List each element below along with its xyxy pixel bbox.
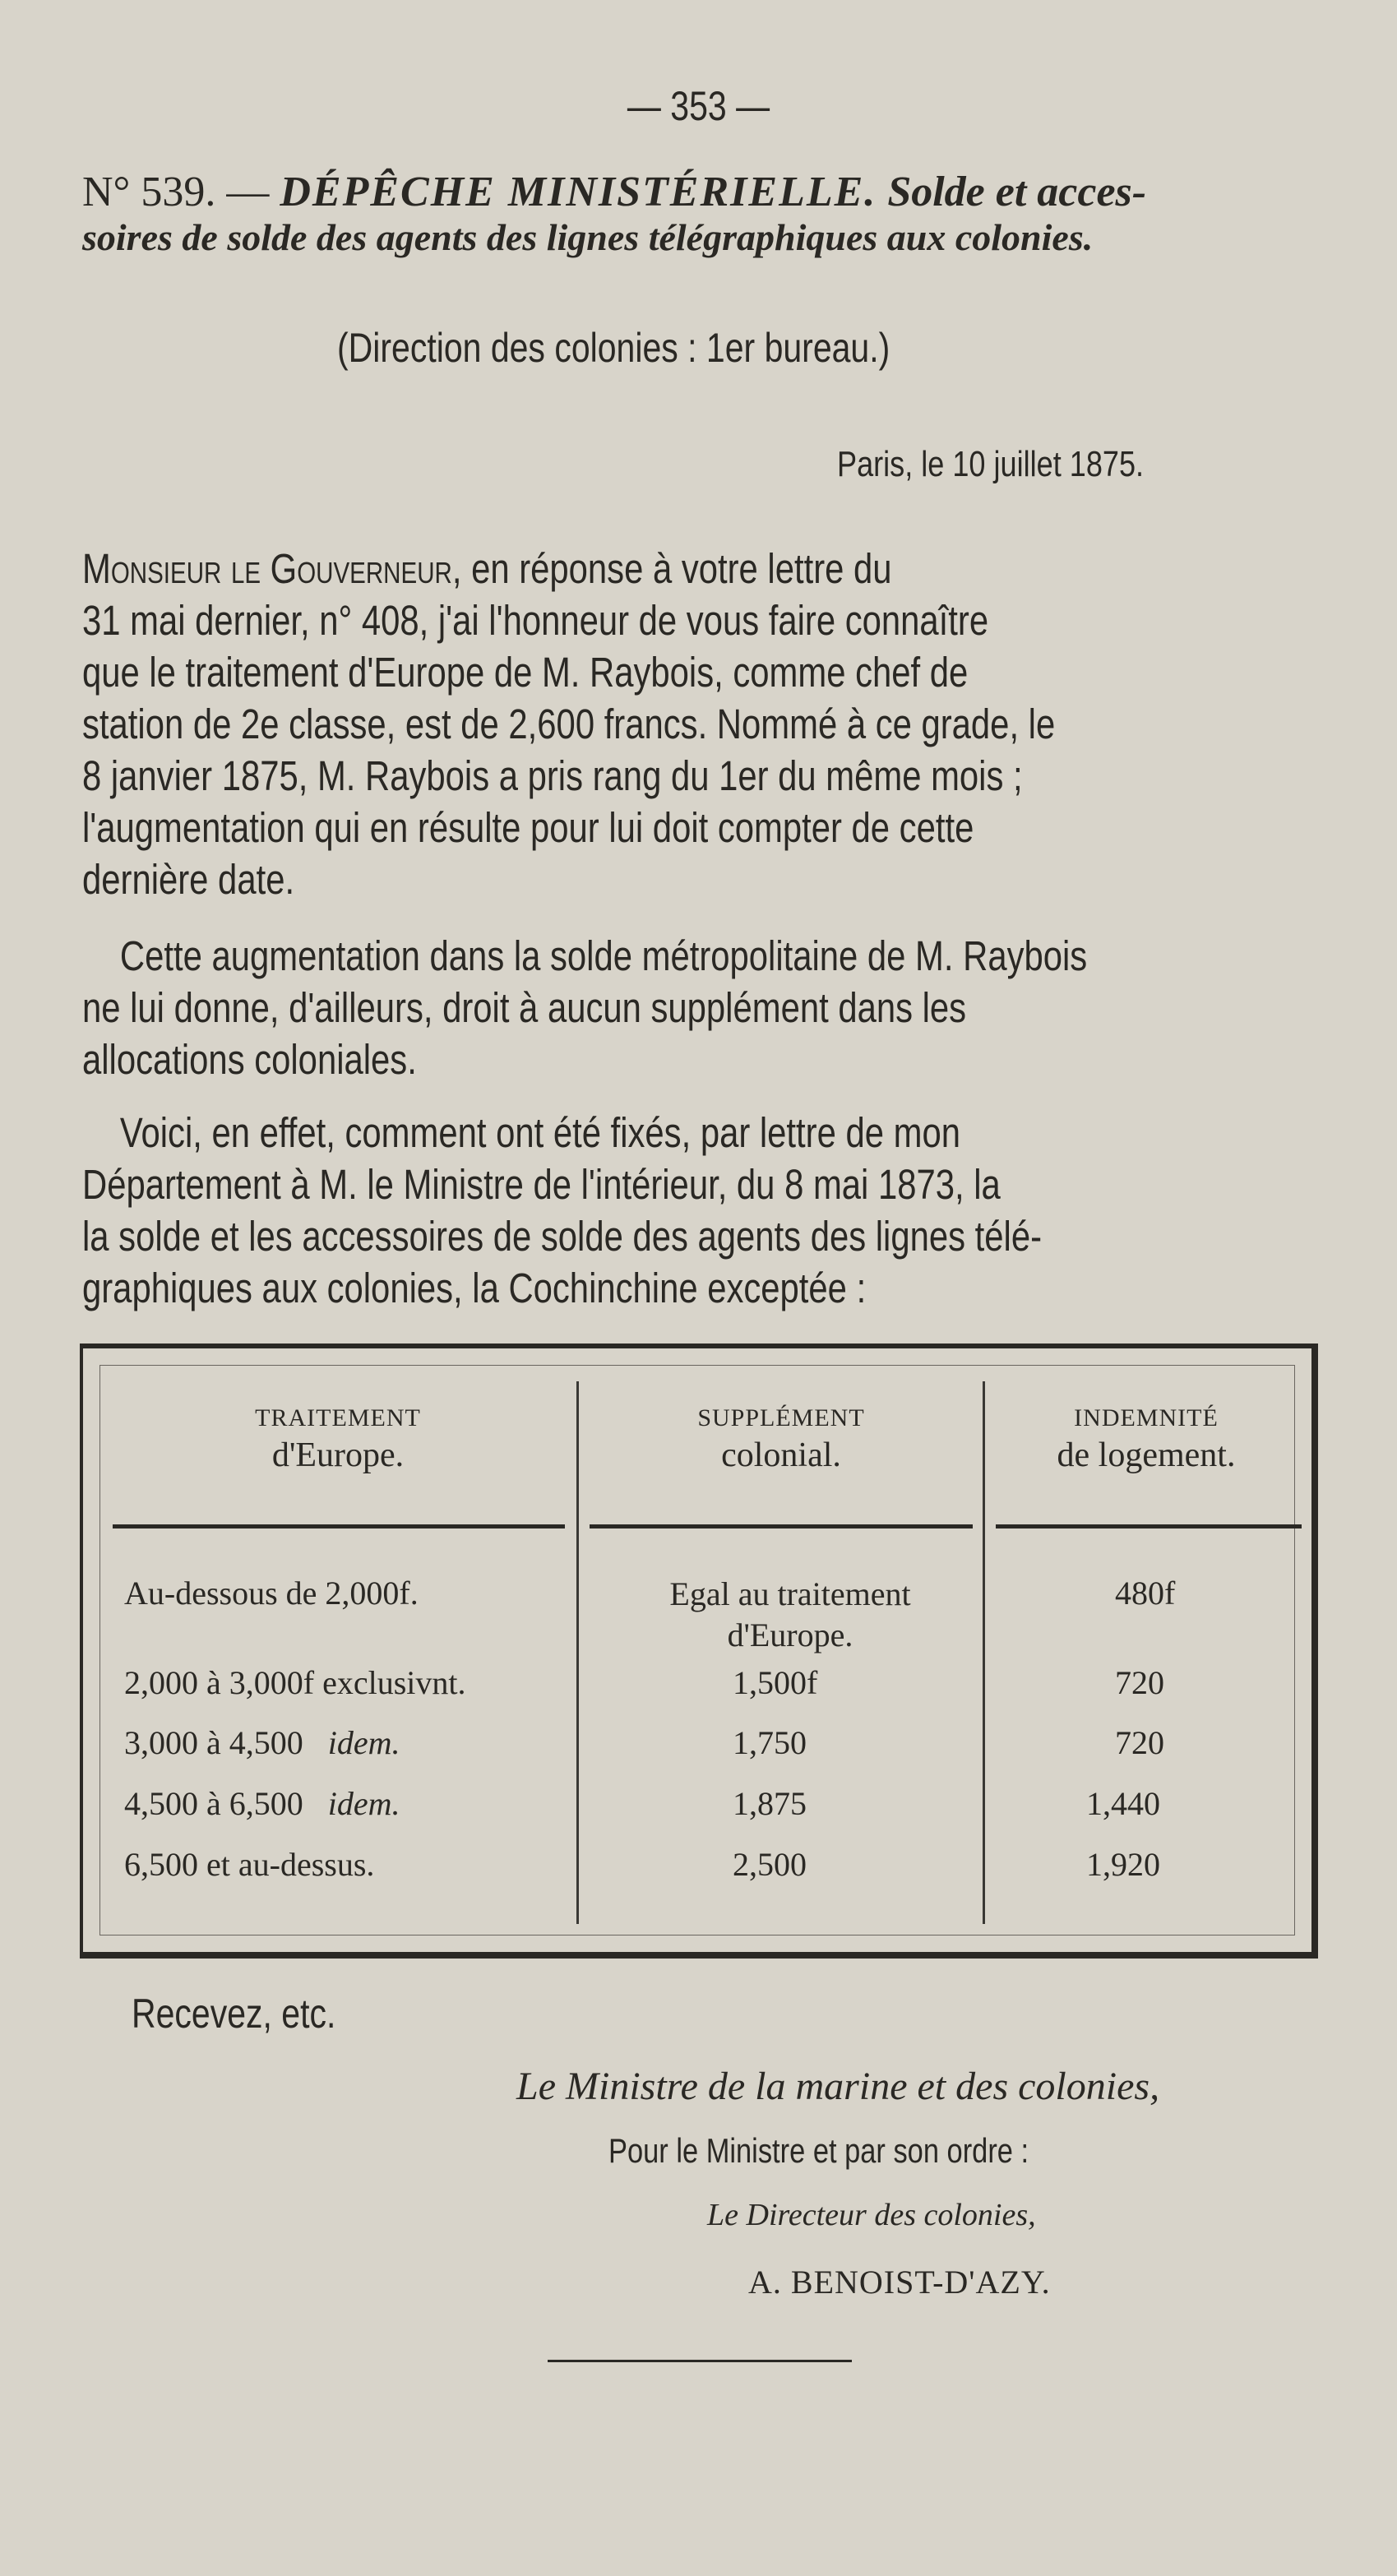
column-header-traitement [99, 1404, 576, 1475]
dateline: Paris, le 10 juillet 1875. [837, 444, 1145, 484]
table-cell: 6,500 et au-dessus. [124, 1846, 375, 1883]
page-number: — 353 — [627, 83, 770, 129]
signature-order: Pour le Ministre et par son ordre : [608, 2131, 1029, 2170]
column-header-subtitle: d'Europe. [271, 1436, 405, 1474]
document-title [82, 168, 1146, 216]
direction-line: (Direction des colonies : 1er bureau.) [337, 325, 890, 371]
table-cell: 720 [1115, 1724, 1164, 1761]
paragraph-line: Voici, en effet, comment ont été fixés, par lettre de mon [119, 1109, 960, 1156]
table-cell: 1,500f [733, 1664, 818, 1701]
table-cell: 1,750 [733, 1724, 807, 1761]
column-header-supplement [580, 1404, 983, 1475]
column-divider [983, 1381, 985, 1924]
table-cell: 720 [1115, 1664, 1164, 1701]
column-header-caption: TRAITEMENT [255, 1404, 421, 1431]
table-cell-range: 3,000 à 4,500 [124, 1724, 303, 1761]
table-cell: 2,500 [733, 1846, 807, 1883]
paragraph-line: 31 mai dernier, n° 408, j'ai l'honneur de vous faire connaître [82, 597, 989, 644]
paragraph-line: Département à M. le Ministre de l'intérieur, du 8 mai 1873, la [82, 1161, 1001, 1208]
signature-name: A. BENOIST-D'AZY. [748, 2264, 1051, 2301]
end-rule [548, 2360, 852, 2362]
paragraph-line: que le traitement d'Europe de M. Raybois, comme chef de [82, 649, 969, 696]
paragraph-3 [82, 1107, 1042, 1314]
column-header-indemnite [986, 1404, 1307, 1475]
paragraph-line: station de 2e classe, est de 2,600 francs. Nommé à ce grade, le [82, 701, 1056, 747]
paragraph-line: en réponse à votre lettre du [471, 545, 892, 592]
document-heading: DÉPÊCHE MINISTÉRIELLE. [280, 169, 877, 215]
paragraph-line: 8 janvier 1875, M. Raybois a pris rang du 1er du même mois ; [82, 752, 1023, 799]
paragraph-line: graphiques aux colonies, la Cochinchine exceptée : [82, 1265, 867, 1311]
table-cell: 480f [1115, 1575, 1176, 1612]
closing: Recevez, etc. [132, 1991, 336, 2037]
signature-minister: Le Ministre de la marine et des colonies, [516, 2065, 1160, 2108]
column-divider [576, 1381, 579, 1924]
column-header-caption: SUPPLÉMENT [697, 1404, 865, 1431]
table-cell: 1,875 [733, 1785, 807, 1822]
table-cell: 2,000 à 3,000f exclusivnt. [124, 1664, 466, 1701]
header-rule [113, 1524, 565, 1528]
document-number: N° 539. — [82, 169, 270, 215]
table-cell: 1,440 [1086, 1785, 1160, 1822]
table-cell: Egal au traitement d'Europe. [669, 1575, 911, 1653]
salary-table [80, 1343, 1318, 1959]
paragraph-line: ne lui donne, d'ailleurs, droit à aucun supplément dans les [82, 984, 967, 1031]
table-cell: Au-dessous de 2,000f. [124, 1575, 419, 1612]
table-cell: 1,920 [1086, 1846, 1160, 1883]
column-header-subtitle: de logement. [1057, 1436, 1236, 1474]
column-header-subtitle: colonial. [721, 1436, 841, 1474]
paragraph-line: l'augmentation qui en résulte pour lui doit compter de cette [82, 804, 974, 851]
column-header-caption: INDEMNITÉ [1074, 1404, 1219, 1431]
table-cell-range: 4,500 à 6,500 [124, 1785, 303, 1822]
document-subject-continued: soires de solde des agents des lignes télégraphiques aux colonies. [82, 216, 1094, 258]
header-rule [590, 1524, 973, 1528]
header-rule [996, 1524, 1302, 1528]
table-cell [124, 1723, 400, 1762]
paragraph-line: allocations coloniales. [82, 1036, 417, 1083]
table-cell [124, 1784, 400, 1823]
salutation: Monsieur le Gouverneur, [82, 545, 462, 592]
document-subject: Solde et acces- [887, 169, 1147, 215]
paragraph-1 [82, 543, 1055, 905]
paragraph-line: Cette augmentation dans la solde métropolitaine de M. Raybois [119, 932, 1088, 979]
table-cell-note: idem. [327, 1785, 400, 1822]
table-cell-note: idem. [327, 1724, 400, 1761]
paragraph-line: dernière date. [82, 856, 295, 903]
paragraph-line: la solde et les accessoires de solde des agents des lignes télé- [82, 1213, 1043, 1260]
paragraph-2 [82, 930, 1087, 1085]
signature-director-title: Le Directeur des colonies, [707, 2198, 1036, 2232]
